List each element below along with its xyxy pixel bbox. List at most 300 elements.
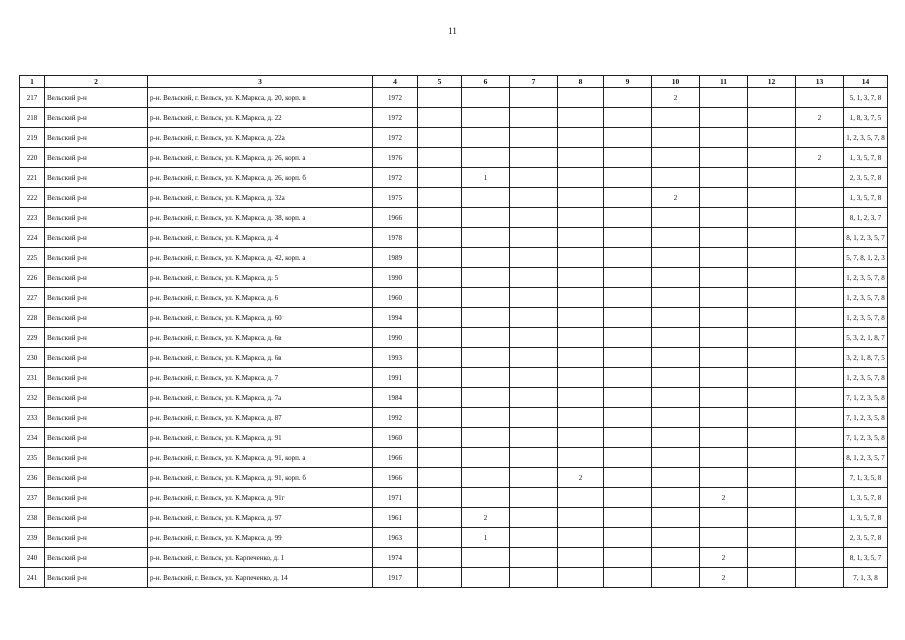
- table-cell: [462, 108, 510, 128]
- table-cell: [604, 388, 652, 408]
- column-header: 2: [45, 76, 148, 88]
- table-row: [20, 248, 888, 268]
- table-cell: 230: [20, 348, 45, 368]
- table-cell: [418, 508, 462, 528]
- table-cell: [462, 548, 510, 568]
- table-cell: [652, 388, 700, 408]
- table-cell: [510, 188, 558, 208]
- table-cell: 223: [20, 208, 45, 228]
- table-cell: 1978: [373, 228, 418, 248]
- table-cell: [604, 488, 652, 508]
- table-cell: 3, 2, 1, 8, 7, 5: [844, 348, 888, 368]
- column-header: 5: [418, 76, 462, 88]
- table-cell: [604, 148, 652, 168]
- table-cell: 1974: [373, 548, 418, 568]
- table-cell: 1963: [373, 528, 418, 548]
- table-cell: [796, 328, 844, 348]
- table-cell: р-н. Вельский, г. Вельск, ул. К.Маркса, д. 60: [148, 308, 373, 328]
- table-cell: [748, 468, 796, 488]
- table-cell: р-н. Вельский, г. Вельск, ул. К.Маркса, д. 91, корп. б: [148, 468, 373, 488]
- table-cell: р-н. Вельский, г. Вельск, ул. К.Маркса, д. 22: [148, 108, 373, 128]
- table-cell: [604, 408, 652, 428]
- table-cell: [700, 408, 748, 428]
- table-cell: [748, 428, 796, 448]
- table-cell: [700, 128, 748, 148]
- table-cell: [700, 188, 748, 208]
- header-row: [20, 76, 888, 88]
- table-cell: [652, 528, 700, 548]
- table-cell: [510, 228, 558, 248]
- table-cell: [748, 288, 796, 308]
- table-cell: 219: [20, 128, 45, 148]
- table-cell: [604, 508, 652, 528]
- table-cell: [604, 288, 652, 308]
- table-cell: 2: [700, 568, 748, 588]
- table-cell: 1990: [373, 328, 418, 348]
- table-cell: [558, 548, 604, 568]
- table-cell: 1966: [373, 468, 418, 488]
- table-row: [20, 208, 888, 228]
- table-cell: [652, 548, 700, 568]
- table-cell: [418, 468, 462, 488]
- table-cell: [652, 368, 700, 388]
- table-cell: [510, 568, 558, 588]
- table-cell: [748, 348, 796, 368]
- table-cell: 1991: [373, 368, 418, 388]
- table-cell: Вельский р-н: [45, 288, 148, 308]
- table-cell: [604, 528, 652, 548]
- table-cell: 7, 1, 2, 3, 5, 8: [844, 428, 888, 448]
- table-cell: [462, 428, 510, 448]
- table-cell: [510, 428, 558, 448]
- table-cell: Вельский р-н: [45, 368, 148, 388]
- table-cell: 7, 1, 2, 3, 5, 8: [844, 388, 888, 408]
- table-cell: 8, 1, 2, 3, 7: [844, 208, 888, 228]
- table-cell: [418, 428, 462, 448]
- table-cell: 240: [20, 548, 45, 568]
- table-cell: Вельский р-н: [45, 448, 148, 468]
- table-cell: 7, 1, 3, 8: [844, 568, 888, 588]
- table-cell: [462, 328, 510, 348]
- table-cell: [796, 168, 844, 188]
- table-cell: [604, 568, 652, 588]
- table-cell: [700, 468, 748, 488]
- table-cell: [604, 428, 652, 448]
- table-cell: [748, 368, 796, 388]
- table-cell: [796, 528, 844, 548]
- table-cell: [796, 188, 844, 208]
- table-cell: [462, 348, 510, 368]
- table-row: [20, 388, 888, 408]
- table-cell: [418, 208, 462, 228]
- table-cell: [418, 328, 462, 348]
- table-cell: Вельский р-н: [45, 348, 148, 368]
- table-cell: 1, 3, 5, 7, 8: [844, 488, 888, 508]
- table-cell: 226: [20, 268, 45, 288]
- table-cell: [604, 268, 652, 288]
- table-cell: Вельский р-н: [45, 528, 148, 548]
- table-cell: 231: [20, 368, 45, 388]
- table-cell: [796, 228, 844, 248]
- housing-table: [19, 75, 888, 588]
- table-row: [20, 408, 888, 428]
- table-row: [20, 288, 888, 308]
- table-cell: 2: [700, 488, 748, 508]
- table-cell: [558, 428, 604, 448]
- table-cell: Вельский р-н: [45, 108, 148, 128]
- table-cell: [510, 168, 558, 188]
- table-cell: [418, 228, 462, 248]
- table-cell: [700, 168, 748, 188]
- table-cell: 1960: [373, 428, 418, 448]
- table-cell: [700, 388, 748, 408]
- table-cell: [462, 448, 510, 468]
- table-cell: Вельский р-н: [45, 468, 148, 488]
- table-cell: 227: [20, 288, 45, 308]
- table-cell: [604, 248, 652, 268]
- table-cell: 2: [558, 468, 604, 488]
- table-cell: 1, 2, 3, 5, 7, 8: [844, 288, 888, 308]
- column-header: 6: [462, 76, 510, 88]
- table-cell: [558, 388, 604, 408]
- table-cell: [558, 248, 604, 268]
- table-cell: 1976: [373, 148, 418, 168]
- table-cell: [796, 348, 844, 368]
- table-cell: [510, 308, 558, 328]
- table-cell: [748, 228, 796, 248]
- table-cell: [748, 568, 796, 588]
- table-cell: 237: [20, 488, 45, 508]
- table-cell: [462, 248, 510, 268]
- table-cell: [462, 288, 510, 308]
- table-cell: Вельский р-н: [45, 208, 148, 228]
- table-cell: [510, 528, 558, 548]
- table-cell: 8, 1, 2, 3, 5, 7: [844, 448, 888, 468]
- table-cell: [700, 248, 748, 268]
- table-cell: 2: [700, 548, 748, 568]
- table-cell: [700, 288, 748, 308]
- table-cell: [558, 208, 604, 228]
- table-cell: [604, 308, 652, 328]
- table-cell: [748, 408, 796, 428]
- table-cell: [652, 248, 700, 268]
- table-cell: [510, 508, 558, 528]
- table-cell: [652, 288, 700, 308]
- table-cell: 2, 3, 5, 7, 8: [844, 528, 888, 548]
- table-cell: 7, 1, 2, 3, 5, 8: [844, 408, 888, 428]
- table-cell: [652, 168, 700, 188]
- table-cell: 1, 2, 3, 5, 7, 8: [844, 308, 888, 328]
- table-cell: [796, 488, 844, 508]
- table-cell: 232: [20, 388, 45, 408]
- table-cell: [558, 308, 604, 328]
- table-cell: [418, 348, 462, 368]
- table-cell: [558, 148, 604, 168]
- column-header: 12: [748, 76, 796, 88]
- table-cell: 1972: [373, 108, 418, 128]
- table-cell: 1990: [373, 268, 418, 288]
- table-cell: 1, 2, 3, 5, 7, 8: [844, 268, 888, 288]
- table-cell: [462, 188, 510, 208]
- table-cell: [700, 108, 748, 128]
- table-cell: [652, 508, 700, 528]
- table-cell: 225: [20, 248, 45, 268]
- table-cell: [462, 488, 510, 508]
- table-cell: 241: [20, 568, 45, 588]
- table-cell: [700, 268, 748, 288]
- table-cell: [418, 268, 462, 288]
- table-cell: [510, 468, 558, 488]
- column-header: 14: [844, 76, 888, 88]
- table-cell: [748, 168, 796, 188]
- table-cell: р-н. Вельский, г. Вельск, ул. К.Маркса, д. 5: [148, 268, 373, 288]
- table-cell: [604, 228, 652, 248]
- table-row: [20, 428, 888, 448]
- table-cell: [462, 128, 510, 148]
- table-cell: [652, 208, 700, 228]
- table-cell: 229: [20, 328, 45, 348]
- column-header: 9: [604, 76, 652, 88]
- table-cell: [748, 208, 796, 228]
- table-cell: [510, 148, 558, 168]
- table-row: [20, 188, 888, 208]
- table-cell: [796, 388, 844, 408]
- table-cell: 236: [20, 468, 45, 488]
- table-cell: [748, 188, 796, 208]
- table-cell: 1, 2, 3, 5, 7, 8: [844, 368, 888, 388]
- table-cell: 238: [20, 508, 45, 528]
- table-cell: [418, 248, 462, 268]
- table-cell: [700, 428, 748, 448]
- table-cell: [748, 528, 796, 548]
- table-cell: [748, 268, 796, 288]
- table-cell: [748, 448, 796, 468]
- table-cell: [604, 448, 652, 468]
- table-row: [20, 328, 888, 348]
- table-cell: [652, 448, 700, 468]
- table-cell: [418, 528, 462, 548]
- table-cell: [558, 188, 604, 208]
- column-header: 7: [510, 76, 558, 88]
- table-cell: [652, 568, 700, 588]
- table-cell: [748, 328, 796, 348]
- table-cell: [604, 128, 652, 148]
- table-cell: [510, 388, 558, 408]
- table-row: [20, 528, 888, 548]
- table-row: [20, 148, 888, 168]
- table-cell: 220: [20, 148, 45, 168]
- table-cell: [796, 248, 844, 268]
- table-cell: р-н. Вельский, г. Вельск, ул. Карпеченко, д. 14: [148, 568, 373, 588]
- table-row: [20, 568, 888, 588]
- table-cell: 1966: [373, 208, 418, 228]
- table-cell: [604, 328, 652, 348]
- table-cell: [748, 248, 796, 268]
- table-cell: [652, 468, 700, 488]
- table-cell: [418, 188, 462, 208]
- table-cell: р-н. Вельский, г. Вельск, ул. К.Маркса, д. 97: [148, 508, 373, 528]
- table-cell: р-н. Вельский, г. Вельск, ул. К.Маркса, д. 7а: [148, 388, 373, 408]
- table-cell: [652, 488, 700, 508]
- table-cell: [510, 328, 558, 348]
- table-cell: [652, 268, 700, 288]
- table-cell: Вельский р-н: [45, 328, 148, 348]
- table-cell: Вельский р-н: [45, 428, 148, 448]
- table-cell: [558, 128, 604, 148]
- table-cell: 1966: [373, 448, 418, 468]
- table-cell: [418, 388, 462, 408]
- table-row: [20, 368, 888, 388]
- column-header: 8: [558, 76, 604, 88]
- table-cell: [796, 428, 844, 448]
- column-header: 10: [652, 76, 700, 88]
- table-cell: [462, 268, 510, 288]
- table-cell: 2: [462, 508, 510, 528]
- table-cell: р-н. Вельский, г. Вельск, ул. К.Маркса, д. 6в: [148, 328, 373, 348]
- table-cell: [652, 428, 700, 448]
- table-row: [20, 448, 888, 468]
- table-cell: [418, 548, 462, 568]
- table-cell: [796, 568, 844, 588]
- table-cell: [748, 148, 796, 168]
- table-cell: [796, 448, 844, 468]
- table-cell: [510, 128, 558, 148]
- table-cell: 7, 1, 3, 5, 8: [844, 468, 888, 488]
- page-number: 11: [448, 26, 457, 36]
- table-cell: [700, 448, 748, 468]
- table-cell: 5, 3, 2, 1, 8, 7: [844, 328, 888, 348]
- table-cell: 1, 2, 3, 5, 7, 8: [844, 128, 888, 148]
- table-cell: Вельский р-н: [45, 308, 148, 328]
- table-cell: 5, 7, 8, 1, 2, 3: [844, 248, 888, 268]
- table-cell: [748, 388, 796, 408]
- table-cell: [652, 328, 700, 348]
- table-cell: [604, 548, 652, 568]
- table-cell: [418, 448, 462, 468]
- table-cell: [510, 88, 558, 108]
- table-cell: [462, 308, 510, 328]
- table-cell: [558, 488, 604, 508]
- table-cell: [796, 88, 844, 108]
- table-cell: [558, 448, 604, 468]
- table-cell: [652, 128, 700, 148]
- table-cell: [510, 108, 558, 128]
- table-cell: [418, 108, 462, 128]
- table-cell: [796, 308, 844, 328]
- table-cell: 2, 3, 5, 7, 8: [844, 168, 888, 188]
- table-cell: р-н. Вельский, г. Вельск, ул. К.Маркса, д. 7: [148, 368, 373, 388]
- table-cell: [558, 348, 604, 368]
- table-cell: р-н. Вельский, г. Вельск, ул. Карпеченко, д. 1: [148, 548, 373, 568]
- table-cell: [700, 228, 748, 248]
- table-cell: [748, 128, 796, 148]
- table-cell: [796, 128, 844, 148]
- table-cell: 5, 1, 3, 7, 8: [844, 88, 888, 108]
- table-cell: 234: [20, 428, 45, 448]
- table-row: [20, 548, 888, 568]
- table-row: [20, 508, 888, 528]
- table-cell: [462, 368, 510, 388]
- table-cell: [604, 468, 652, 488]
- table-row: [20, 268, 888, 288]
- table-cell: [418, 488, 462, 508]
- table-cell: р-н. Вельский, г. Вельск, ул. К.Маркса, д. 38, корп. а: [148, 208, 373, 228]
- table-cell: 1984: [373, 388, 418, 408]
- table-cell: р-н. Вельский, г. Вельск, ул. К.Маркса, д. 22а: [148, 128, 373, 148]
- table-cell: р-н. Вельский, г. Вельск, ул. К.Маркса, д. 32а: [148, 188, 373, 208]
- table-cell: 1961: [373, 508, 418, 528]
- table-cell: р-н. Вельский, г. Вельск, ул. К.Маркса, д. 6в: [148, 348, 373, 368]
- table-cell: [510, 248, 558, 268]
- table-cell: [796, 508, 844, 528]
- table-cell: [700, 528, 748, 548]
- table-cell: [700, 328, 748, 348]
- table-cell: [418, 88, 462, 108]
- table-cell: [796, 368, 844, 388]
- table-cell: [796, 408, 844, 428]
- table-cell: [418, 308, 462, 328]
- table-cell: [558, 88, 604, 108]
- table-cell: [510, 408, 558, 428]
- table-cell: [418, 408, 462, 428]
- table-cell: [558, 328, 604, 348]
- table-cell: [604, 108, 652, 128]
- table-cell: 1917: [373, 568, 418, 588]
- table-cell: р-н. Вельский, г. Вельск, ул. К.Маркса, д. 91г: [148, 488, 373, 508]
- table-cell: [418, 368, 462, 388]
- table-cell: [700, 88, 748, 108]
- table-cell: 1, 8, 3, 7, 5: [844, 108, 888, 128]
- table-cell: [700, 308, 748, 328]
- table-cell: 1993: [373, 348, 418, 368]
- table-cell: [462, 568, 510, 588]
- table-cell: 1972: [373, 88, 418, 108]
- table-cell: Вельский р-н: [45, 228, 148, 248]
- table-cell: [748, 108, 796, 128]
- table-cell: 8, 1, 2, 3, 5, 7: [844, 228, 888, 248]
- table-cell: [510, 548, 558, 568]
- table-cell: 1994: [373, 308, 418, 328]
- table-cell: Вельский р-н: [45, 148, 148, 168]
- table-cell: [418, 148, 462, 168]
- table-cell: р-н. Вельский, г. Вельск, ул. К.Маркса, д. 6: [148, 288, 373, 308]
- table-cell: 1, 3, 5, 7, 8: [844, 188, 888, 208]
- column-header: 13: [796, 76, 844, 88]
- table-cell: [510, 288, 558, 308]
- table-cell: 1989: [373, 248, 418, 268]
- table-cell: Вельский р-н: [45, 168, 148, 188]
- table-cell: [558, 288, 604, 308]
- table-cell: [604, 88, 652, 108]
- table-cell: [796, 268, 844, 288]
- table-cell: [510, 448, 558, 468]
- table-cell: р-н. Вельский, г. Вельск, ул. К.Маркса, д. 91, корп. а: [148, 448, 373, 468]
- table-cell: Вельский р-н: [45, 408, 148, 428]
- table-cell: 1: [462, 528, 510, 548]
- table-cell: [510, 268, 558, 288]
- table-cell: 218: [20, 108, 45, 128]
- table-cell: Вельский р-н: [45, 508, 148, 528]
- table-cell: 1975: [373, 188, 418, 208]
- table-cell: 2: [796, 148, 844, 168]
- table-cell: [558, 228, 604, 248]
- table-row: [20, 168, 888, 188]
- table-cell: [700, 208, 748, 228]
- table-cell: [418, 568, 462, 588]
- table-cell: 224: [20, 228, 45, 248]
- table-cell: [558, 568, 604, 588]
- table-cell: [604, 348, 652, 368]
